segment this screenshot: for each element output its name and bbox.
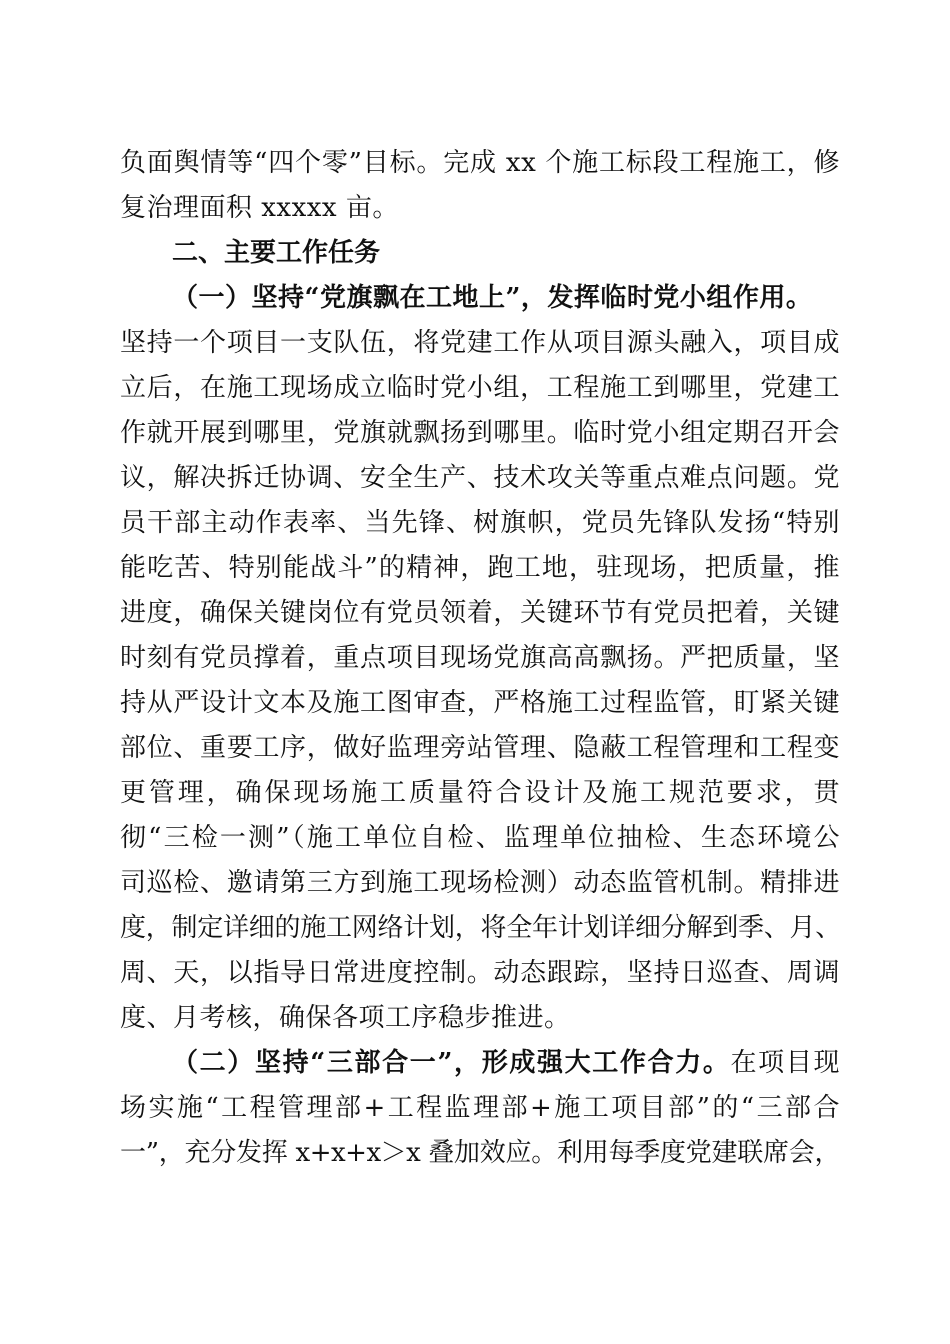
item1-line-2: 立后，在施工现场成立临时党小组，工程施工到哪里，党建工	[120, 373, 840, 403]
intro-line-1: 负面舆情等“四个零”目标。完成 xx 个施工标段工程施工，修	[120, 148, 840, 178]
item1-line-4: 议，解决拆迁协调、安全生产、技术攻关等重点难点问题。党	[120, 463, 840, 493]
item1-line-6: 能吃苦、特别能战斗”的精神，跑工地，驻现场，把质量，推	[120, 553, 840, 583]
item1-line-8: 时刻有党员撑着，重点项目现场党旗高高飘扬。严把质量，坚	[120, 643, 840, 673]
item1-line-10: 部位、重要工序，做好监理旁站管理、隐蔽工程管理和工程变	[120, 733, 840, 763]
item1-line-16: 度、月考核，确保各项工序稳步推进。	[120, 1003, 571, 1033]
item2-title: （二）坚持“三部合一”，形成强大工作合力。	[172, 1048, 731, 1078]
item2-first-line-text: 在项目现	[730, 1048, 840, 1078]
item2-first-line	[172, 1048, 840, 1078]
item1-line-13: 司巡检、邀请第三方到施工现场检测）动态监管机制。精排进	[120, 868, 840, 898]
item2-line-1: 场实施“工程管理部+工程监理部+施工项目部”的“三部合	[120, 1093, 840, 1123]
item1-line-15: 周、天，以指导日常进度控制。动态跟踪，坚持日巡查、周调	[120, 958, 840, 988]
item2-line-2: 一”，充分发挥 x+x+x＞x 叠加效应。利用每季度党建联席会，	[120, 1138, 840, 1168]
item1-line-11: 更管理，确保现场施工质量符合设计及施工规范要求，贯	[120, 778, 840, 808]
section-heading: 二、主要工作任务	[172, 238, 381, 268]
item1-line-12: 彻“三检一测”（施工单位自检、监理单位抽检、生态环境公	[120, 823, 840, 853]
item1-line-7: 进度，确保关键岗位有党员领着，关键环节有党员把着，关键	[120, 598, 840, 628]
item1-line-1: 坚持一个项目一支队伍，将党建工作从项目源头融入，项目成	[120, 328, 840, 358]
item1-title: （一）坚持“党旗飘在工地上”，发挥临时党小组作用。	[172, 283, 813, 313]
item1-line-3: 作就开展到哪里，党旗就飘扬到哪里。临时党小组定期召开会	[120, 418, 840, 448]
intro-line-2: 复治理面积 xxxxx 亩。	[120, 193, 399, 223]
item1-line-14: 度，制定详细的施工网络计划，将全年计划详细分解到季、月、	[120, 913, 842, 943]
item1-line-5: 员干部主动作表率、当先锋、树旗帜，党员先锋队发扬“特别	[120, 508, 840, 538]
item1-line-9: 持从严设计文本及施工图审查，严格施工过程监管，盯紧关键	[120, 688, 840, 718]
